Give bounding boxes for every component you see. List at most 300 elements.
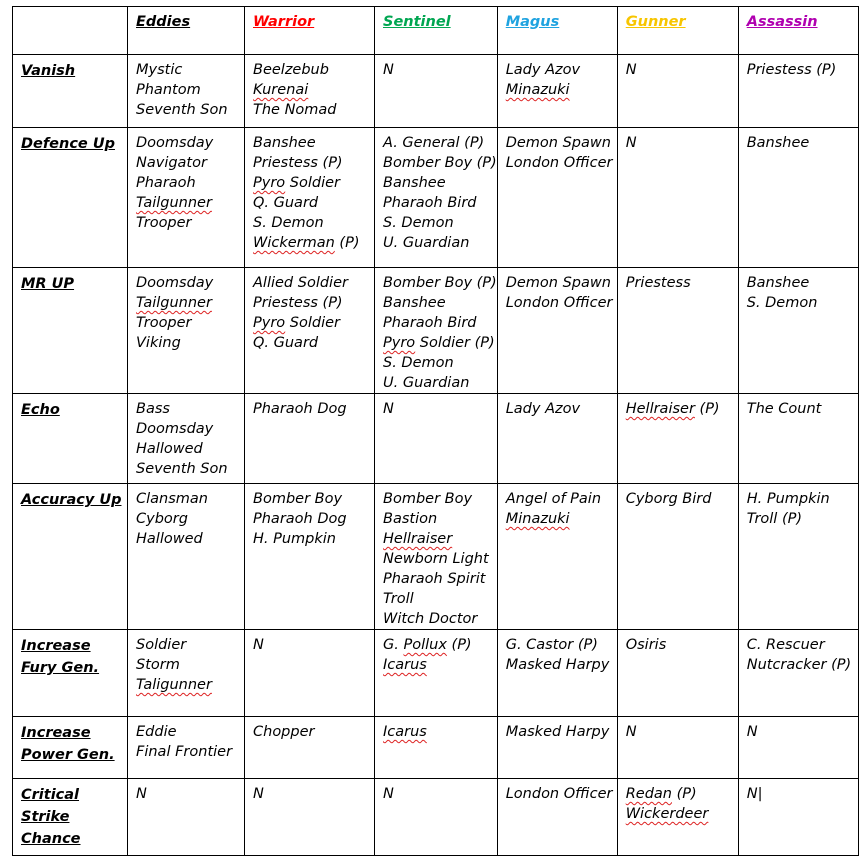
cell-entry (506, 133, 617, 153)
entry-text: Allied Soldier (253, 275, 348, 291)
entry-text: Viking (136, 335, 181, 351)
entry-text: Banshee (253, 135, 316, 151)
row-header-label: Accuracy Up (21, 492, 122, 508)
cell-entry (626, 804, 738, 824)
entry-text: Doomsday (136, 421, 214, 437)
table-cell-assassin (738, 630, 858, 717)
cell-entry (136, 60, 244, 80)
cell-entry (383, 722, 497, 742)
entry-text: Troll (383, 591, 414, 607)
cell-entry (253, 333, 374, 353)
cell-entry (383, 293, 497, 313)
cell-entry (136, 173, 244, 193)
column-header-assassin (738, 7, 858, 55)
entry-text: Bomber Boy (253, 491, 343, 507)
table-cell-gunner (617, 717, 738, 779)
table-cell-sentinel (375, 779, 498, 856)
table-cell-assassin (738, 779, 858, 856)
entry-text: (P) (694, 401, 720, 417)
column-header-gunner (617, 7, 738, 55)
entry-text: Doomsday (136, 135, 214, 151)
table-cell-magus (497, 717, 617, 779)
cell-entry (626, 60, 738, 80)
cell-entry (136, 80, 244, 100)
cell-entry (136, 742, 244, 762)
row-header-label: Increase (21, 638, 91, 654)
column-header-label: Magus (505, 14, 560, 30)
cell-entry (506, 489, 617, 509)
cell-entry (136, 333, 244, 353)
table-cell-eddies (128, 484, 245, 630)
cell-entry (383, 313, 497, 333)
cell-entry (253, 233, 374, 253)
column-header-label: Sentinel (383, 14, 451, 30)
entry-text: Pyro (253, 315, 286, 331)
table-cell-gunner (617, 779, 738, 856)
table-cell-eddies (128, 55, 245, 128)
column-header-sentinel (375, 7, 498, 55)
entry-text: Bomber Boy (P) (383, 155, 497, 171)
table-cell-gunner (617, 55, 738, 128)
cell-entry (253, 100, 374, 120)
cell-entry (626, 399, 738, 419)
entry-text: Chopper (253, 724, 315, 740)
entry-text: N (383, 786, 394, 802)
entry-text: Phantom (136, 82, 201, 98)
cell-entry (136, 529, 244, 549)
cell-entry (136, 399, 244, 419)
table-cell-eddies (128, 268, 245, 394)
entry-text: Nutcracker (P) (746, 657, 852, 673)
entry-text: Pharaoh (136, 175, 196, 191)
cell-entry (383, 213, 497, 233)
cell-entry (506, 60, 617, 80)
table-cell-gunner (617, 268, 738, 394)
entry-text: Q. Guard (253, 335, 319, 351)
cell-entry (747, 489, 858, 509)
cell-entry (136, 419, 244, 439)
column-header-label: Eddies (136, 14, 191, 30)
cell-entry (383, 635, 497, 655)
entry-text: Minazuki (505, 511, 570, 527)
entry-text: N (625, 62, 637, 78)
cell-entry (383, 133, 497, 153)
entry-text: Seventh Son (136, 102, 228, 118)
cell-entry (626, 273, 738, 293)
cell-entry (253, 133, 374, 153)
table-cell-gunner (617, 630, 738, 717)
table-cell-eddies (128, 717, 245, 779)
cell-entry (136, 153, 244, 173)
table-cell-eddies (128, 128, 245, 268)
cell-entry (626, 722, 738, 742)
entry-text: Clansman (136, 491, 208, 507)
column-header-eddies (128, 7, 245, 55)
entry-text: Pharaoh Bird (383, 195, 477, 211)
table-cell-assassin (738, 394, 858, 484)
table-row (13, 394, 859, 484)
row-header-label: Critical (21, 787, 80, 803)
table-cell-assassin (738, 55, 858, 128)
entry-text: Bass (136, 401, 170, 417)
entry-text: Trooper (136, 315, 192, 331)
entry-text: Witch Doctor (383, 611, 478, 627)
entry-text: Pharaoh Dog (253, 401, 347, 417)
entry-text: Mystic (136, 62, 183, 78)
entry-text: Pharaoh Spirit (383, 571, 486, 587)
cell-entry (747, 293, 858, 313)
cell-entry (136, 722, 244, 742)
entry-text: Eddie (136, 724, 177, 740)
entry-text: Lady Azov (505, 401, 581, 417)
entry-text: London Officer (505, 295, 613, 311)
column-header-label: Warrior (253, 14, 315, 30)
cell-entry (383, 373, 497, 393)
cell-entry (136, 439, 244, 459)
entry-text: Pharaoh Bird (383, 315, 477, 331)
cell-entry (253, 273, 374, 293)
cell-entry (253, 153, 374, 173)
cell-entry (383, 153, 497, 173)
entry-text: Troll (P) (746, 511, 803, 527)
row-header-cell (13, 779, 128, 856)
cell-entry (136, 273, 244, 293)
table-cell-sentinel (375, 394, 498, 484)
entry-text: Storm (136, 657, 180, 673)
table-cell-warrior (245, 779, 375, 856)
entry-text: Icarus (383, 657, 427, 673)
entry-text: N| (746, 786, 763, 802)
row-header-cell (13, 55, 128, 128)
entry-text: U. Guardian (383, 235, 470, 251)
table-cell-warrior (245, 394, 375, 484)
entry-text: Hallowed (136, 441, 203, 457)
entry-text: N (136, 786, 147, 802)
row-header-cell (13, 717, 128, 779)
table-cell-magus (497, 268, 617, 394)
entry-text: Priestess (P) (253, 295, 343, 311)
cell-entry (383, 333, 497, 353)
entry-text: U. Guardian (383, 375, 470, 391)
table-cell-gunner (617, 394, 738, 484)
cell-entry (383, 655, 497, 675)
cell-entry (383, 609, 497, 629)
entry-text: Banshee (383, 295, 446, 311)
cell-entry (253, 173, 374, 193)
entry-text: Soldier (285, 175, 340, 191)
entry-text: Wickerman (253, 235, 335, 251)
entry-text: S. Demon (383, 215, 454, 231)
table-row (13, 55, 859, 128)
cell-entry (136, 293, 244, 313)
row-header-cell (13, 268, 128, 394)
cell-entry (136, 489, 244, 509)
row-header-label: Fury Gen. (21, 660, 100, 676)
table-cell-magus (497, 128, 617, 268)
entry-text: Navigator (136, 155, 207, 171)
row-header-label: Increase (21, 725, 91, 741)
table-cell-sentinel (375, 55, 498, 128)
entry-text: Banshee (746, 135, 810, 151)
entry-text: The Count (746, 401, 822, 417)
row-header-label: Strike (21, 809, 70, 825)
entry-text: N (383, 62, 394, 78)
entry-text: N (253, 637, 264, 653)
cell-entry (383, 353, 497, 373)
table-cell-sentinel (375, 630, 498, 717)
entry-text: Newborn Light (383, 551, 489, 567)
table-cell-sentinel (375, 484, 498, 630)
cell-entry (506, 722, 617, 742)
cell-entry (253, 293, 374, 313)
entry-text: Priestess (P) (253, 155, 343, 171)
entry-text: Final Frontier (136, 744, 233, 760)
table-cell-warrior (245, 717, 375, 779)
entry-text: H. Pumpkin (253, 531, 336, 547)
row-header-label: Power Gen. (21, 747, 115, 763)
cell-entry (506, 153, 617, 173)
cell-entry (253, 722, 374, 742)
row-header-cell (13, 630, 128, 717)
entry-text: Trooper (136, 215, 192, 231)
cell-entry (383, 509, 497, 529)
entry-text: S. Demon (746, 295, 818, 311)
table-body (13, 55, 859, 856)
column-header-magus (497, 7, 617, 55)
cell-entry (253, 193, 374, 213)
entry-text: N (253, 786, 264, 802)
entry-text: G. (383, 637, 404, 653)
row-header-label: Chance (21, 831, 81, 847)
entry-text: Kurenai (253, 82, 309, 98)
row-header-cell (13, 484, 128, 630)
entry-text: Hallowed (136, 531, 203, 547)
cell-entry (383, 549, 497, 569)
cell-entry (383, 569, 497, 589)
entry-text: Cyborg Bird (625, 491, 712, 507)
header-row (13, 7, 859, 55)
cell-entry (747, 273, 858, 293)
column-header-warrior (245, 7, 375, 55)
entry-text: S. Demon (383, 355, 454, 371)
cell-entry (136, 509, 244, 529)
table-row (13, 630, 859, 717)
entry-text: Seventh Son (136, 461, 228, 477)
cell-entry (253, 399, 374, 419)
table-cell-eddies (128, 779, 245, 856)
cell-entry (626, 635, 738, 655)
cell-entry (136, 635, 244, 655)
cell-entry (383, 193, 497, 213)
table-cell-assassin (738, 717, 858, 779)
entry-text: (P) (334, 235, 360, 251)
table-row (13, 779, 859, 856)
table-cell-assassin (738, 128, 858, 268)
cell-entry (136, 213, 244, 233)
entry-text: Soldier (285, 315, 340, 331)
table-cell-sentinel (375, 128, 498, 268)
corner-header-cell (13, 7, 128, 55)
cell-entry (136, 193, 244, 213)
table-row (13, 717, 859, 779)
entry-text: N (625, 724, 637, 740)
cell-entry (506, 509, 617, 529)
cell-entry (506, 293, 617, 313)
entry-text: The Nomad (253, 102, 337, 118)
cell-entry (136, 675, 244, 695)
entry-text: Icarus (383, 724, 427, 740)
cell-entry (383, 399, 497, 419)
cell-entry (136, 100, 244, 120)
cell-entry (747, 509, 858, 529)
cell-entry (626, 489, 738, 509)
cell-entry (136, 133, 244, 153)
table-cell-sentinel (375, 717, 498, 779)
abilities-table (12, 6, 859, 856)
entry-text: (P) (446, 637, 472, 653)
entry-text: London Officer (505, 786, 613, 802)
entry-text: Minazuki (505, 82, 570, 98)
entry-text: Banshee (383, 175, 446, 191)
table-cell-sentinel (375, 268, 498, 394)
table-cell-eddies (128, 394, 245, 484)
row-header-cell (13, 394, 128, 484)
entry-text: Priestess (P) (746, 62, 837, 78)
table-cell-assassin (738, 268, 858, 394)
entry-text: Masked Harpy (505, 724, 610, 740)
cell-entry (506, 399, 617, 419)
entry-text: Pyro (383, 335, 416, 351)
entry-text: Cyborg (136, 511, 188, 527)
table-cell-gunner (617, 484, 738, 630)
table-cell-magus (497, 779, 617, 856)
row-header-label: Defence Up (21, 136, 115, 152)
cell-entry (506, 635, 617, 655)
entry-text: Bastion (383, 511, 438, 527)
cell-entry (253, 529, 374, 549)
cell-entry (383, 529, 497, 549)
row-header-label: MR UP (21, 276, 75, 292)
cell-entry (253, 213, 374, 233)
cell-entry (383, 60, 497, 80)
table-cell-warrior (245, 484, 375, 630)
table-row (13, 128, 859, 268)
column-header-label: Gunner (625, 14, 686, 30)
cell-entry (626, 133, 738, 153)
cell-entry (253, 313, 374, 333)
entry-text: Q. Guard (253, 195, 319, 211)
entry-text: G. Castor (P) (505, 637, 598, 653)
entry-text: Lady Azov (505, 62, 581, 78)
entry-text: Demon Spawn (505, 135, 611, 151)
table-cell-magus (497, 630, 617, 717)
cell-entry (253, 489, 374, 509)
table-cell-gunner (617, 128, 738, 268)
table-cell-magus (497, 55, 617, 128)
table-row (13, 484, 859, 630)
entry-text: Pyro (253, 175, 286, 191)
table-cell-eddies (128, 630, 245, 717)
cell-entry (136, 784, 244, 804)
entry-text: H. Pumpkin (746, 491, 830, 507)
table-cell-magus (497, 394, 617, 484)
column-header-label: Assassin (746, 14, 818, 30)
cell-entry (136, 459, 244, 479)
cell-entry (253, 60, 374, 80)
row-header-label: Vanish (21, 63, 76, 79)
cell-entry (253, 80, 374, 100)
cell-entry (383, 489, 497, 509)
cell-entry (383, 273, 497, 293)
entry-text: Soldier (P) (415, 335, 495, 351)
row-header-label: Echo (21, 402, 60, 418)
entry-text: Demon Spawn (505, 275, 611, 291)
entry-text: Wickerdeer (625, 806, 709, 822)
cell-entry (506, 273, 617, 293)
entry-text: Hellraiser (383, 531, 453, 547)
entry-text: London Officer (505, 155, 613, 171)
cell-entry (747, 655, 858, 675)
table-cell-warrior (245, 630, 375, 717)
cell-entry (136, 313, 244, 333)
entry-text: Hellraiser (625, 401, 695, 417)
entry-text: Pharaoh Dog (253, 511, 347, 527)
table-cell-warrior (245, 55, 375, 128)
entry-text: (P) (672, 786, 697, 802)
cell-entry (136, 655, 244, 675)
cell-entry (747, 635, 858, 655)
table-cell-assassin (738, 484, 858, 630)
entry-text: Beelzebub (253, 62, 329, 78)
entry-text: N (746, 724, 758, 740)
row-header-cell (13, 128, 128, 268)
cell-entry (253, 509, 374, 529)
cell-entry (747, 60, 858, 80)
table-row (13, 268, 859, 394)
entry-text: Pollux (403, 637, 447, 653)
entry-text: Taligunner (136, 677, 212, 693)
cell-entry (383, 233, 497, 253)
cell-entry (506, 784, 617, 804)
table-cell-warrior (245, 128, 375, 268)
entry-text: C. Rescuer (746, 637, 825, 653)
entry-text: Bomber Boy (383, 491, 473, 507)
cell-entry (747, 784, 858, 804)
entry-text: Masked Harpy (505, 657, 610, 673)
entry-text: Banshee (746, 275, 810, 291)
entry-text: Doomsday (136, 275, 214, 291)
cell-entry (747, 722, 858, 742)
cell-entry (747, 133, 858, 153)
table-cell-magus (497, 484, 617, 630)
entry-text: Angel of Pain (505, 491, 602, 507)
entry-text: Osiris (625, 637, 667, 653)
entry-text: N (625, 135, 637, 151)
cell-entry (383, 784, 497, 804)
cell-entry (383, 589, 497, 609)
entry-text: Priestess (625, 275, 691, 291)
entry-text: Redan (625, 786, 672, 802)
entry-text: S. Demon (253, 215, 324, 231)
cell-entry (253, 784, 374, 804)
cell-entry (506, 655, 617, 675)
table-cell-warrior (245, 268, 375, 394)
entry-text: Bomber Boy (P) (383, 275, 497, 291)
cell-entry (253, 635, 374, 655)
entry-text: Soldier (136, 637, 187, 653)
entry-text: Tailgunner (136, 295, 212, 311)
cell-entry (747, 399, 858, 419)
